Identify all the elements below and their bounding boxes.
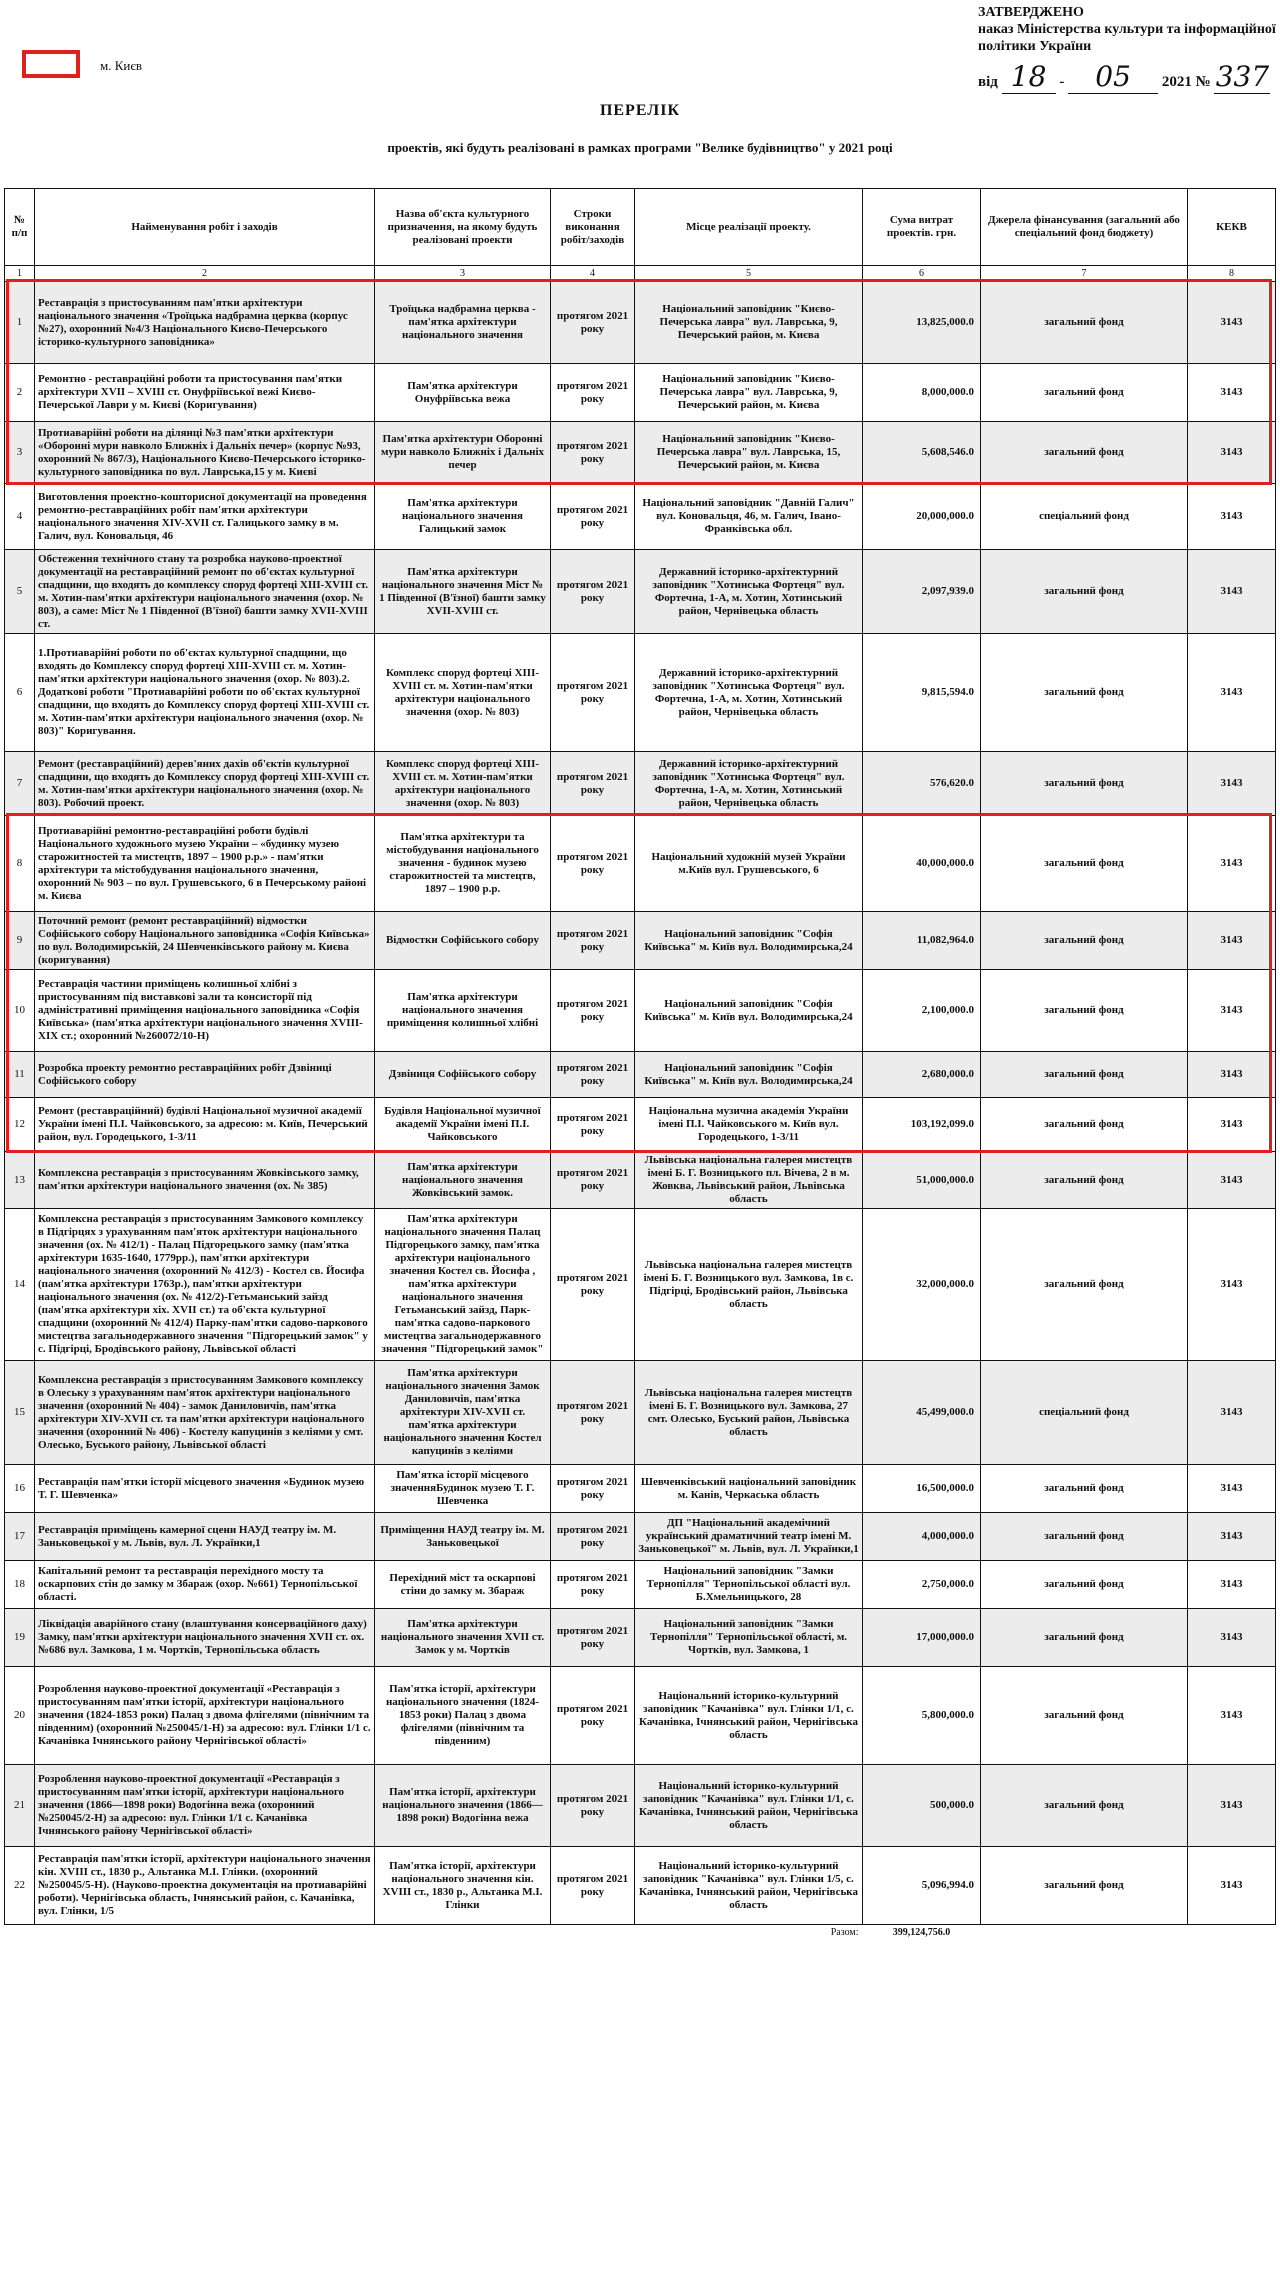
row-object-name: Пам'ятка архітектури національного значення XVII ст. Замок у м. Чортків (375, 1609, 551, 1667)
total-row (5, 1925, 1276, 1940)
row-kekv: 3143 (1188, 550, 1276, 634)
row-work-name: Розроблення науково-проектної документації «Реставрація з пристосуванням пам'ятки історії, архітектури національного значення (1824-1853 роки) Палац з двома флігелями (північним та південним) (охоронний №250045/1-Н) за адресою: вул. Глінки 1/1 с. Качанівка Ічнянського району Чернігівської області» (35, 1667, 375, 1765)
row-kekv: 3143 (1188, 1098, 1276, 1152)
row-work-name: Розроблення науково-проектної документації «Реставрація з пристосуванням пам'ятки історії, архітектури національного значення (1866—1898 роки) Водогінна вежа (охоронний №250045/2-Н) за адресою: вул. Глінки 1/1 с. Качанівка Ічнянського району Чернігівської області» (35, 1765, 375, 1847)
row-work-name: Реставрація пам'ятки історії місцевого значення «Будинок музею Т. Г. Шевченка» (35, 1465, 375, 1513)
row-fund: загальний фонд (981, 1667, 1188, 1765)
row-sum: 5,096,994.0 (863, 1847, 981, 1925)
row-work-name: 1.Протиаварійні роботи по об'єктах культурної спадщини, що входять до Комплексу споруд фортеці XIII-XVIII ст. м. Хотин-пам'ятки архітектури національного значення (охор. № 803).2. Додаткові роботи "Протиаварійні роботи по об'єктах культурної спадщини, що входять до Комплексу споруд фортеці XIII-XVIII ст. м. Хотин-пам'ятки архітектури національного значення (охор. № 803)" Коригування. (35, 634, 375, 752)
row-place: Національний заповідник "Замки Тернопілля" Тернопільської області вул. Б.Хмельницького, 28 (635, 1561, 863, 1609)
row-kekv: 3143 (1188, 1465, 1276, 1513)
row-sum: 40,000,000.0 (863, 816, 981, 912)
row-object-name: Відмостки Софійського собору (375, 912, 551, 970)
table-row (5, 634, 1276, 752)
table-row (5, 1765, 1276, 1847)
row-term: протягом 2021 року (551, 1765, 635, 1847)
row-fund: загальний фонд (981, 1465, 1188, 1513)
row-term: протягом 2021 року (551, 1098, 635, 1152)
row-term: протягом 2021 року (551, 1361, 635, 1465)
row-term: протягом 2021 року (551, 364, 635, 422)
row-number: 1 (5, 282, 35, 364)
row-object-name: Пам'ятка архітектури національного значення Галицький замок (375, 484, 551, 550)
row-object-name: Пам'ятка архітектури та містобудування національного значення - будинок музею старожитностей та мистецтв, 1897 – 1900 р.р. (375, 816, 551, 912)
row-number: 18 (5, 1561, 35, 1609)
row-object-name: Пам'ятка історії місцевого значенняБудинок музею Т. Г. Шевченка (375, 1465, 551, 1513)
row-sum: 4,000,000.0 (863, 1513, 981, 1561)
row-work-name: Ремонт (реставраційний) будівлі Національної музичної академії України імені П.І. Чайковського, за адресою: м. Київ, Печерський район, вул. Городецького, 1-3/11 (35, 1098, 375, 1152)
header-number: № п/п (5, 189, 35, 266)
row-object-name: Пам'ятка архітектури національного значення Жовківський замок. (375, 1152, 551, 1209)
row-kekv: 3143 (1188, 1052, 1276, 1098)
row-kekv: 3143 (1188, 634, 1276, 752)
row-fund: загальний фонд (981, 752, 1188, 816)
row-kekv: 3143 (1188, 912, 1276, 970)
row-number: 22 (5, 1847, 35, 1925)
row-sum: 2,680,000.0 (863, 1052, 981, 1098)
row-number: 10 (5, 970, 35, 1052)
table-row (5, 282, 1276, 364)
approval-month: 05 (1068, 60, 1158, 94)
approval-stamp (978, 4, 1278, 55)
row-place: Національний заповідник "Києво-Печерська лавра" вул. Лаврська, 15, Печерський район, м. Києва (635, 422, 863, 484)
row-fund: загальний фонд (981, 1513, 1188, 1561)
row-place: Національний заповідник "Давній Галич" вул. Коновальця, 46, м. Галич, Івано-Франківська обл. (635, 484, 863, 550)
header-kekv: КЕКВ (1188, 189, 1276, 266)
row-term: протягом 2021 року (551, 634, 635, 752)
table-body (5, 282, 1276, 1925)
row-fund: загальний фонд (981, 816, 1188, 912)
row-number: 16 (5, 1465, 35, 1513)
header-name: Найменування робіт і заходів (35, 189, 375, 266)
row-sum: 2,100,000.0 (863, 970, 981, 1052)
row-work-name: Ліквідація аварійного стану (влаштування консерваційного даху) Замку, пам'ятки архітектури національного значення XVII ст. ох. №686 вул. Замкова, 1 м. Чортків, Тернопільська область (35, 1609, 375, 1667)
header-fund: Джерела фінансування (загальний або спеціальний фонд бюджету) (981, 189, 1188, 266)
row-sum: 20,000,000.0 (863, 484, 981, 550)
row-work-name: Ремонтно - реставраційні роботи та пристосування пам'ятки архітектури XVII – XVIII ст. Онуфріївської вежі Києво-Печерської Лаври у м. Києві (Коригування) (35, 364, 375, 422)
row-fund: загальний фонд (981, 422, 1188, 484)
row-object-name: Комплекс споруд фортеці XIII-XVIII ст. м. Хотин-пам'ятки архітектури національного значення (охор. № 803) (375, 634, 551, 752)
row-work-name: Реставрація частини приміщень колишньої хлібні з пристосуванням під виставкові зали та консисторії під адміністративні приміщення національного заповідника «Софія Київська» (пам'ятка архітектури національного значення XVIII-XIX ст.; охоронний №260072/10-Н) (35, 970, 375, 1052)
row-place: Національний історико-культурний заповідник "Качанівка" вул. Глінки 1/1, с. Качанівка, Ічнянський район, Чернігівська область (635, 1765, 863, 1847)
row-number: 11 (5, 1052, 35, 1098)
row-place: Національний заповідник "Києво-Печерська лавра" вул. Лаврська, 9, Печерський район, м. Києва (635, 282, 863, 364)
row-kekv: 3143 (1188, 1561, 1276, 1609)
column-number: 6 (863, 266, 981, 282)
row-kekv: 3143 (1188, 422, 1276, 484)
row-number: 14 (5, 1209, 35, 1361)
row-fund: загальний фонд (981, 634, 1188, 752)
row-work-name: Протиаварійні ремонтно-реставраційні роботи будівлі Національного художнього музею України – «будинку музею старожитностей та мистецтв, 1897 – 1900 р.р.» - пам'ятки архітектури та містобудування національного значення, охоронний № 903 – по вул. Грушевського, 6 в Печерському районі м. Києва (35, 816, 375, 912)
row-work-name: Реставрація пам'ятки історії, архітектури національного значення кін. XVIII ст., 1830 р., Альтанка М.І. Глінки. (охоронний №250045/5-Н). (Науково-проектна документація на протиаварійні роботи). Чернігівська область, Ічнянський район, с. Качанівка, вул. Глінки, 1/5 (35, 1847, 375, 1925)
row-number: 13 (5, 1152, 35, 1209)
row-term: протягом 2021 року (551, 1209, 635, 1361)
row-place: Національний заповідник "Замки Тернопілля" Тернопільської області, м. Чортків, вул. Замкова, 1 (635, 1609, 863, 1667)
row-term: протягом 2021 року (551, 1561, 635, 1609)
row-term: протягом 2021 року (551, 484, 635, 550)
row-term: протягом 2021 року (551, 1609, 635, 1667)
row-place: Національний художній музей України м.Київ вул. Грушевського, 6 (635, 816, 863, 912)
header-term: Строки виконання робіт/заходів (551, 189, 635, 266)
row-sum: 2,750,000.0 (863, 1561, 981, 1609)
row-object-name: Пам'ятка архітектури національного значення Міст № 1 Південної (В'їзної) башти замку XVII-XVIII ст. (375, 550, 551, 634)
row-number: 5 (5, 550, 35, 634)
row-place: Національний заповідник "Києво-Печерська лавра" вул. Лаврська, 9, Печерський район, м. Києва (635, 364, 863, 422)
row-term: протягом 2021 року (551, 1052, 635, 1098)
row-number: 7 (5, 752, 35, 816)
legend-label: м. Києв (100, 58, 143, 73)
row-fund: загальний фонд (981, 1847, 1188, 1925)
row-term: протягом 2021 року (551, 1513, 635, 1561)
row-object-name: Перехідний міст та оскарпові стіни до замку м. Збараж (375, 1561, 551, 1609)
row-place: Національна музична академія України імені П.І. Чайковського м. Київ вул. Городецького, 1-3/11 (635, 1098, 863, 1152)
row-term: протягом 2021 року (551, 282, 635, 364)
row-number: 20 (5, 1667, 35, 1765)
approval-number: 337 (1215, 60, 1270, 93)
row-work-name: Комплексна реставрація з пристосуванням Замкового комплексу в Олеську з урахуванням пам'яток архітектури національного значення (охоронний № 404) - замок Даниловичів, пам'ятка архітектури XIV-XVII ст. та пам'ятки архітектури національного значення (охоронний № 406) - Костелу капуцинів з келіями у смт. Олесько, Буського району, Львівської області (35, 1361, 375, 1465)
total-label: Разом: (830, 1926, 859, 1938)
document-title: ПЕРЕЛІК (599, 102, 681, 119)
row-fund: загальний фонд (981, 970, 1188, 1052)
table-row (5, 484, 1276, 550)
row-kekv: 3143 (1188, 484, 1276, 550)
table-row (5, 1609, 1276, 1667)
row-fund: загальний фонд (981, 364, 1188, 422)
row-object-name: Пам'ятка історії, архітектури національного значення (1866—1898 роки) Водогінна вежа (375, 1765, 551, 1847)
row-fund: загальний фонд (981, 912, 1188, 970)
legend-red-box (22, 50, 80, 78)
row-object-name: Пам'ятка архітектури національного значення Замок Даниловичів, пам'ятка архітектури XIV-XVII ст. пам'ятка архітектури національного значення Костел капуцинів з келіями (375, 1361, 551, 1465)
approval-from: від (978, 74, 998, 90)
approval-title: ЗАТВЕРДЖЕНО (978, 5, 1084, 20)
table-row (5, 912, 1276, 970)
row-sum: 2,097,939.0 (863, 550, 981, 634)
row-place: ДП "Національний академічний український драматичний театр імені М. Заньковецької" м. Львів, вул. Л. Українки,1 (635, 1513, 863, 1561)
table-row (5, 1667, 1276, 1765)
row-work-name: Обстеження технічного стану та розробка науково-проектної документації на реставраційний ремонт по об'єктах культурної спадщини, що входять до комплексу споруд фортеці XIII-XVIII ст. м. Хотин-пам'ятки архітектури національного значення (охор. № 803), а саме: Міст № 1 Південної (В'їзної) башти замку XVII-XVIII ст. (35, 550, 375, 634)
row-term: протягом 2021 року (551, 816, 635, 912)
row-place: Державний історико-архітектурний заповідник "Хотинська Фортеця" вул. Фортечна, 1-А, м. Хотин, Хотинський район, Чернівецька область (635, 550, 863, 634)
row-fund: загальний фонд (981, 1052, 1188, 1098)
row-fund: загальний фонд (981, 282, 1188, 364)
row-object-name: Пам'ятка архітектури Оборонні мури навколо Ближніх і Дальніх печер (375, 422, 551, 484)
row-number: 9 (5, 912, 35, 970)
approval-year: 2021 (1161, 74, 1192, 90)
row-number: 8 (5, 816, 35, 912)
row-term: протягом 2021 року (551, 1847, 635, 1925)
row-object-name: Комплекс споруд фортеці XIII-XVIII ст. м. Хотин-пам'ятки архітектури національного значення (охор. № 803) (375, 752, 551, 816)
row-sum: 5,608,546.0 (863, 422, 981, 484)
row-kekv: 3143 (1188, 1209, 1276, 1361)
table-row (5, 1465, 1276, 1513)
row-place: Шевченківський національний заповідник м. Канів, Черкаська область (635, 1465, 863, 1513)
row-fund: загальний фонд (981, 1152, 1188, 1209)
table-row (5, 1152, 1276, 1209)
total-value: 399,124,756.0 (863, 1925, 981, 1940)
row-kekv: 3143 (1188, 816, 1276, 912)
column-number: 3 (375, 266, 551, 282)
row-place: Національний заповідник "Софія Київська" м. Київ вул. Володимирська,24 (635, 1052, 863, 1098)
row-kekv: 3143 (1188, 1152, 1276, 1209)
row-number: 4 (5, 484, 35, 550)
table-row (5, 816, 1276, 912)
table-row (5, 422, 1276, 484)
row-work-name: Комплексна реставрація з пристосуванням Жовківського замку, пам'ятки архітектури національного значення (ох. № 385) (35, 1152, 375, 1209)
approval-line-1: наказ Міністерства культури та інформаційної (978, 22, 1276, 37)
row-object-name: Пам'ятка історії, архітектури національного значення кін. XVIII ст., 1830 р., Альтанка М.І. Глінки (375, 1847, 551, 1925)
table-row (5, 1098, 1276, 1152)
row-term: протягом 2021 року (551, 1152, 635, 1209)
document-subtitle: проектів, які будуть реалізовані в рамках програми "Велике будівництво" у 2021 році (387, 140, 893, 155)
row-number: 17 (5, 1513, 35, 1561)
row-kekv: 3143 (1188, 1847, 1276, 1925)
row-work-name: Протиаварійні роботи на ділянці №3 пам'ятки архітектури «Оборонні мури навколо Ближніх і Дальніх печер» (корпус №93, охоронний № 867/3), Національного Києво-Печерського історико-культурного заповідника по вул. Лаврська,15 у м. Києві (35, 422, 375, 484)
row-object-name: Пам'ятка архітектури Онуфріївська вежа (375, 364, 551, 422)
row-place: Національний заповідник "Софія Київська" м. Київ вул. Володимирська,24 (635, 970, 863, 1052)
row-work-name: Реставрація з пристосуванням пам'ятки архітектури національного значення «Троїцька надбрамна церква (корпус №27), охоронний №4/3 Національного Києво-Печерського історико-культурного заповідника» (35, 282, 375, 364)
row-kekv: 3143 (1188, 970, 1276, 1052)
column-number: 2 (35, 266, 375, 282)
row-fund: спеціальний фонд (981, 1361, 1188, 1465)
row-fund: загальний фонд (981, 1609, 1188, 1667)
table-row (5, 1361, 1276, 1465)
row-sum: 45,499,000.0 (863, 1361, 981, 1465)
row-object-name: Будівля Національної музичної академії України імені П.І. Чайковського (375, 1098, 551, 1152)
row-kekv: 3143 (1188, 1667, 1276, 1765)
row-place: Національний історико-культурний заповідник "Качанівка" вул. Глінки 1/5, с. Качанівка, Ічнянський район, Чернігівська область (635, 1847, 863, 1925)
row-kekv: 3143 (1188, 364, 1276, 422)
column-number: 4 (551, 266, 635, 282)
table-row (5, 970, 1276, 1052)
row-term: протягом 2021 року (551, 752, 635, 816)
table-header-row (5, 189, 1276, 266)
header-place: Місце реалізації проекту. (635, 189, 863, 266)
row-term: протягом 2021 року (551, 422, 635, 484)
row-fund: загальний фонд (981, 550, 1188, 634)
table-row (5, 364, 1276, 422)
row-work-name: Поточний ремонт (ремонт реставраційний) відмостки Софійського собору Національного заповідника «Софія Київська» по вул. Володимирській, 24 Шевченківського району м. Києва (коригування) (35, 912, 375, 970)
row-sum: 17,000,000.0 (863, 1609, 981, 1667)
approval-line-2: політики України (978, 39, 1092, 54)
row-term: протягом 2021 року (551, 550, 635, 634)
projects-table (4, 188, 1276, 1939)
row-place: Львівська національна галерея мистецтв імені Б. Г. Возницького пл. Вічева, 2 в м. Жовква, Львівський район, Львівська область (635, 1152, 863, 1209)
row-fund: спеціальний фонд (981, 484, 1188, 550)
header-sum: Сума витрат проектів. грн. (863, 189, 981, 266)
row-term: протягом 2021 року (551, 912, 635, 970)
row-sum: 11,082,964.0 (863, 912, 981, 970)
row-kekv: 3143 (1188, 1765, 1276, 1847)
header-object: Назва об'єкта культурного призначення, на якому будуть реалізовані проекти (375, 189, 551, 266)
row-object-name: Троїцька надбрамна церква - пам'ятка архітектури національного значення (375, 282, 551, 364)
row-place: Львівська національна галерея мистецтв імені Б. Г. Возницького вул. Замкова, 27 смт. Олесько, Буський район, Львівська область (635, 1361, 863, 1465)
row-sum: 103,192,099.0 (863, 1098, 981, 1152)
row-sum: 5,800,000.0 (863, 1667, 981, 1765)
row-sum: 9,815,594.0 (863, 634, 981, 752)
row-sum: 32,000,000.0 (863, 1209, 981, 1361)
row-place: Львівська національна галерея мистецтв імені Б. Г. Возницького вул. Замкова, 1в с. Підгірці, Бродівський район, Львівська область (635, 1209, 863, 1361)
row-fund: загальний фонд (981, 1765, 1188, 1847)
row-number: 15 (5, 1361, 35, 1465)
row-place: Державний історико-архітектурний заповідник "Хотинська Фортеця" вул. Фортечна, 1-А, м. Хотин, Хотинський район, Чернівецька область (635, 634, 863, 752)
column-number: 5 (635, 266, 863, 282)
row-object-name: Пам'ятка архітектури національного значення приміщення колишньої хлібні (375, 970, 551, 1052)
row-number: 2 (5, 364, 35, 422)
row-work-name: Комплексна реставрація з пристосуванням Замкового комплексу в Підгірцях з урахуванням пам'яток архітектури національного значення (ох. № 412/1) - Палац Підгорецького замку (пам'ятка архітектури 1635-1640, 1779рр.), пам'ятки архітектури національного значення (охоронний № 412/3) - Костел св. Йосифа (пам'ятка архітектури 1763р.), пам'ятки архітектури національного значення (ох. № 412/2)-Гетьманський зайзд (пам'ятка архітектури хіх. XVII ст.) та об'єкта культурної спадщини (охоронний № 412/4) Парку-пам'ятки садово-паркового мистецтва загальнодержавного значення "Підгорецький замок" у с. Підгірці, Бродівського району, Львівської області (35, 1209, 375, 1361)
row-fund: загальний фонд (981, 1098, 1188, 1152)
table-row (5, 752, 1276, 816)
row-number: 21 (5, 1765, 35, 1847)
row-number: 6 (5, 634, 35, 752)
row-sum: 500,000.0 (863, 1765, 981, 1847)
column-number: 7 (981, 266, 1188, 282)
approval-no-label: № (1195, 74, 1211, 90)
table-row (5, 1847, 1276, 1925)
row-fund: загальний фонд (981, 1561, 1188, 1609)
row-work-name: Ремонт (реставраційний) дерев'яних дахів об'єктів культурної спадщини, що входять до Комплексу споруд фортеці XIII-XVIII ст. м. Хотин-пам'ятки архітектури національного значення (охор. № 803). Робочий проект. (35, 752, 375, 816)
approval-date-line: від 18 - 05 2021 № 337 (978, 60, 1270, 93)
row-sum: 51,000,000.0 (863, 1152, 981, 1209)
table-row (5, 1052, 1276, 1098)
approval-day: 18 (1002, 60, 1056, 94)
row-place: Державний історико-архітектурний заповідник "Хотинська Фортеця" вул. Фортечна, 1-А, м. Хотин, Хотинський район, Чернівецька область (635, 752, 863, 816)
column-number-row (5, 266, 1276, 282)
row-kekv: 3143 (1188, 1361, 1276, 1465)
row-work-name: Капітальний ремонт та реставрація перехідного мосту та оскарпових стін до замку м Збараж (охор. №661) Тернопільської області. (35, 1561, 375, 1609)
row-sum: 8,000,000.0 (863, 364, 981, 422)
row-term: протягом 2021 року (551, 970, 635, 1052)
row-number: 3 (5, 422, 35, 484)
row-place: Національний історико-культурний заповідник "Качанівка" вул. Глінки 1/1, с. Качанівка, Ічнянський район, Чернігівська область (635, 1667, 863, 1765)
row-sum: 16,500,000.0 (863, 1465, 981, 1513)
row-kekv: 3143 (1188, 752, 1276, 816)
row-place: Національний заповідник "Софія Київська" м. Київ вул. Володимирська,24 (635, 912, 863, 970)
table-row (5, 1561, 1276, 1609)
row-number: 12 (5, 1098, 35, 1152)
table-row (5, 1209, 1276, 1361)
row-sum: 13,825,000.0 (863, 282, 981, 364)
row-kekv: 3143 (1188, 1609, 1276, 1667)
row-fund: загальний фонд (981, 1209, 1188, 1361)
row-work-name: Виготовлення проектно-кошторисної документації на проведення ремонтно-реставраційних робіт пам'ятки архітектури національного значення XIV-XVII ст. Галицького замку в м. Галич, вул. Коновальця, 46 (35, 484, 375, 550)
row-term: протягом 2021 року (551, 1667, 635, 1765)
row-sum: 576,620.0 (863, 752, 981, 816)
row-work-name: Реставрація приміщень камерної сцени НАУД театру ім. М. Заньковецької у м. Львів, вул. Л. Українки,1 (35, 1513, 375, 1561)
column-number: 1 (5, 266, 35, 282)
row-object-name: Пам'ятка архітектури національного значення Палац Підгорецького замку, пам'ятка архітектури національного значення Костел св. Йосифа , пам'ятка архітектури національного значення Гетьманський зайзд, Парк-пам'ятка садово-паркового мистецтва загальнодержавного значення "Підгорецький замок" (375, 1209, 551, 1361)
row-term: протягом 2021 року (551, 1465, 635, 1513)
row-object-name: Приміщення НАУД театру ім. М. Заньковецької (375, 1513, 551, 1561)
table-row (5, 550, 1276, 634)
table-row (5, 1513, 1276, 1561)
row-kekv: 3143 (1188, 1513, 1276, 1561)
column-number: 8 (1188, 266, 1276, 282)
row-work-name: Розробка проекту ремонтно реставраційних робіт Дзвіниці Софійського собору (35, 1052, 375, 1098)
row-object-name: Дзвіниця Софійського собору (375, 1052, 551, 1098)
row-object-name: Пам'ятка історії, архітектури національного значення (1824-1853 роки) Палац з двома флігелями (північним та південним) (375, 1667, 551, 1765)
row-kekv: 3143 (1188, 282, 1276, 364)
row-number: 19 (5, 1609, 35, 1667)
